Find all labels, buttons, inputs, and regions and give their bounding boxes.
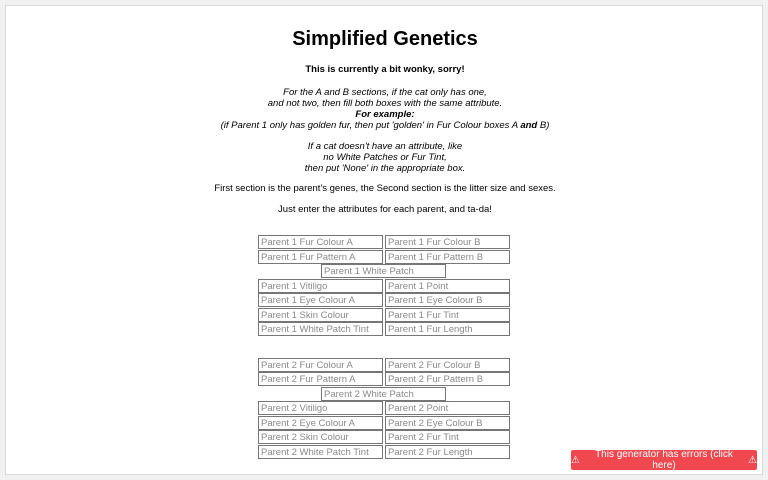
parent1-white-patch-tint-input[interactable] <box>258 322 383 336</box>
page-title: Simplified Genetics <box>292 28 478 50</box>
parent1-point-input[interactable] <box>385 279 510 293</box>
parent1-white-patch-input[interactable] <box>321 264 446 278</box>
parent1-fur-pattern-b-input[interactable] <box>385 250 510 264</box>
parent2-eye-colour-a-input[interactable] <box>258 416 383 430</box>
parent1-fur-colour-a-input[interactable] <box>258 235 383 249</box>
example-label: For example: <box>355 109 415 120</box>
parent2-fur-pattern-b-input[interactable] <box>385 372 510 386</box>
parent2-eye-colour-b-input[interactable] <box>385 416 510 430</box>
parent2-fur-colour-a-input[interactable] <box>258 358 383 372</box>
parent1-eye-colour-a-input[interactable] <box>258 293 383 307</box>
parent1-vitiligo-input[interactable] <box>258 279 383 293</box>
parent1-fur-pattern-a-input[interactable] <box>258 250 383 264</box>
example-text-pre: (if Parent 1 only has golden fur, then put 'golden' in Fur Colour boxes A <box>220 120 521 131</box>
parent1-eye-colour-b-input[interactable] <box>385 293 510 307</box>
notice-text: This is currently a bit wonky, sorry! <box>305 64 465 75</box>
parent2-white-patch-tint-input[interactable] <box>258 445 383 459</box>
parent1-fur-length-input[interactable] <box>385 322 510 336</box>
warning-icon: ⚠ <box>748 454 757 466</box>
parent2-fur-length-input[interactable] <box>385 445 510 459</box>
instruction-ab-line1: For the A and B sections, if the cat only has one, <box>283 87 487 98</box>
warning-icon: ⚠ <box>571 454 580 466</box>
parent2-white-patch-input[interactable] <box>321 387 446 401</box>
instruction-ab-line2: and not two, then fill both boxes with the same attribute. <box>267 98 503 109</box>
instruction-none-line1: If a cat doesn't have an attribute, like <box>307 141 463 152</box>
parent2-fur-pattern-a-input[interactable] <box>258 372 383 386</box>
parent1-skin-colour-input[interactable] <box>258 308 383 322</box>
generator-page <box>5 5 763 475</box>
parent1-fur-tint-input[interactable] <box>385 308 510 322</box>
parent2-point-input[interactable] <box>385 401 510 415</box>
generator-errors-button[interactable] <box>571 450 757 470</box>
generator-errors-label: This generator has errors (click here) <box>595 449 733 471</box>
instruction-enter: Just enter the attributes for each parent, and ta-da! <box>278 204 492 215</box>
parent2-vitiligo-input[interactable] <box>258 401 383 415</box>
example-text <box>6 120 764 131</box>
parent2-skin-colour-input[interactable] <box>258 430 383 444</box>
instruction-sections: First section is the parent's genes, the Second section is the litter size and sexes. <box>214 183 556 194</box>
instruction-none-line3: then put 'None' in the appropriate box. <box>304 163 466 174</box>
instruction-none-line2: no White Patches or Fur Tint, <box>323 152 447 163</box>
example-text-post: B) <box>537 120 550 131</box>
parent2-fur-colour-b-input[interactable] <box>385 358 510 372</box>
parent2-fur-tint-input[interactable] <box>385 430 510 444</box>
example-text-and: and <box>520 120 538 131</box>
parent1-fur-colour-b-input[interactable] <box>385 235 510 249</box>
